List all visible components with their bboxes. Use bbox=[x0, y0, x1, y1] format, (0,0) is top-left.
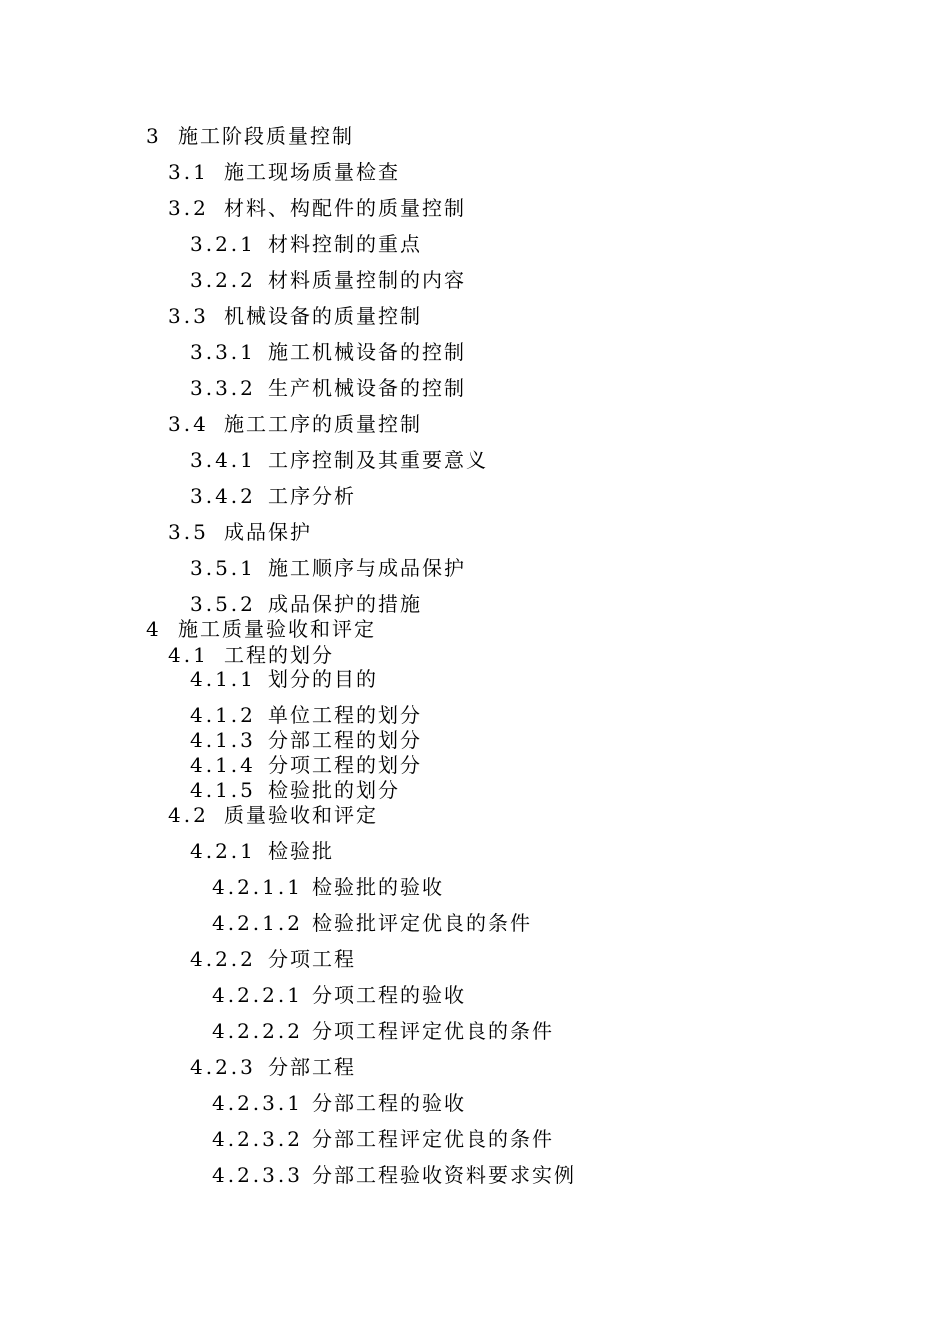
toc-title: 分部工程的验收 bbox=[312, 1091, 466, 1115]
toc-number: 3.3.2 bbox=[190, 376, 256, 400]
toc-entry-4-2-1 bbox=[190, 839, 334, 863]
toc-entry-3-5-1 bbox=[190, 556, 466, 580]
toc-entry-4-2-2-2 bbox=[212, 1019, 554, 1043]
toc-number: 4.2.2.1 bbox=[212, 983, 303, 1007]
toc-number: 3.4.1 bbox=[190, 448, 256, 472]
toc-title: 机械设备的质量控制 bbox=[224, 304, 422, 328]
toc-number: 4.2.2.2 bbox=[212, 1019, 303, 1043]
toc-entry-4-2-3 bbox=[190, 1055, 356, 1079]
toc-number: 3.5.1 bbox=[190, 556, 256, 580]
toc-number: 4 bbox=[146, 617, 162, 641]
toc-title: 材料、构配件的质量控制 bbox=[224, 196, 466, 220]
toc-number: 4.1.1 bbox=[190, 667, 256, 691]
toc-title: 检验批评定优良的条件 bbox=[312, 911, 532, 935]
toc-entry-4-1 bbox=[168, 643, 334, 667]
toc-title: 材料质量控制的内容 bbox=[268, 268, 466, 292]
toc-number: 4.1.3 bbox=[190, 728, 256, 752]
toc-title: 分部工程的划分 bbox=[268, 728, 422, 752]
toc-title: 施工工序的质量控制 bbox=[224, 412, 422, 436]
toc-number: 4.1.5 bbox=[190, 778, 256, 802]
toc-number: 3.5.2 bbox=[190, 592, 256, 616]
toc-number: 4.2.1.2 bbox=[212, 911, 303, 935]
toc-number: 4.2.3.2 bbox=[212, 1127, 303, 1151]
toc-number: 3.5 bbox=[168, 520, 209, 544]
toc-number: 3.3.1 bbox=[190, 340, 256, 364]
toc-number: 4.2.3.3 bbox=[212, 1163, 303, 1187]
toc-entry-3-3-1 bbox=[190, 340, 466, 364]
toc-title: 划分的目的 bbox=[268, 667, 378, 691]
toc-entry-4-2-2 bbox=[190, 947, 356, 971]
toc-title: 工序分析 bbox=[268, 484, 356, 508]
toc-number: 4.2.3.1 bbox=[212, 1091, 303, 1115]
toc-entry-3-2-2 bbox=[190, 268, 466, 292]
toc-entry-3-3 bbox=[168, 304, 422, 328]
toc-title: 分部工程验收资料要求实例 bbox=[312, 1163, 576, 1187]
toc-entry-4-2-3-1 bbox=[212, 1091, 466, 1115]
toc-entry-4-2-1-1 bbox=[212, 875, 444, 899]
toc-title: 质量验收和评定 bbox=[224, 803, 378, 827]
toc-entry-4-2-2-1 bbox=[212, 983, 466, 1007]
toc-number: 3.1 bbox=[168, 160, 209, 184]
toc-title: 检验批的划分 bbox=[268, 778, 400, 802]
toc-entry-4-1-5 bbox=[190, 778, 400, 802]
toc-entry-4-1-4 bbox=[190, 753, 422, 777]
toc-number: 3.2 bbox=[168, 196, 209, 220]
toc-number: 4.1.2 bbox=[190, 703, 256, 727]
toc-entry-4-1-3 bbox=[190, 728, 422, 752]
toc-title: 施工阶段质量控制 bbox=[178, 124, 354, 148]
toc-title: 分部工程评定优良的条件 bbox=[312, 1127, 554, 1151]
toc-title: 分项工程 bbox=[268, 947, 356, 971]
toc-entry-3-2 bbox=[168, 196, 466, 220]
toc-title: 工程的划分 bbox=[224, 643, 334, 667]
toc-entry-4-2-1-2 bbox=[212, 911, 532, 935]
toc-entry-4-1-2 bbox=[190, 703, 422, 727]
toc-entry-3-2-1 bbox=[190, 232, 422, 256]
toc-title: 施工质量验收和评定 bbox=[178, 617, 376, 641]
toc-number: 3.2.1 bbox=[190, 232, 256, 256]
toc-title: 分部工程 bbox=[268, 1055, 356, 1079]
toc-title: 施工机械设备的控制 bbox=[268, 340, 466, 364]
toc-entry-4-2 bbox=[168, 803, 378, 827]
toc-title: 分项工程的验收 bbox=[312, 983, 466, 1007]
toc-title: 施工顺序与成品保护 bbox=[268, 556, 466, 580]
toc-title: 检验批的验收 bbox=[312, 875, 444, 899]
toc-entry-4-1-1 bbox=[190, 667, 378, 691]
toc-entry-3 bbox=[146, 124, 354, 148]
toc-title: 分项工程的划分 bbox=[268, 753, 422, 777]
toc-number: 4.1.4 bbox=[190, 753, 256, 777]
toc-number: 3.4.2 bbox=[190, 484, 256, 508]
toc-entry-3-1 bbox=[168, 160, 400, 184]
toc-number: 4.1 bbox=[168, 643, 209, 667]
toc-title: 单位工程的划分 bbox=[268, 703, 422, 727]
toc-number: 4.2.1 bbox=[190, 839, 256, 863]
toc-entry-3-5-2 bbox=[190, 592, 422, 616]
toc-title: 成品保护的措施 bbox=[268, 592, 422, 616]
toc-number: 3.2.2 bbox=[190, 268, 256, 292]
toc-entry-3-4 bbox=[168, 412, 422, 436]
toc-number: 4.2.3 bbox=[190, 1055, 256, 1079]
toc-title: 成品保护 bbox=[224, 520, 312, 544]
toc-entry-4-2-3-2 bbox=[212, 1127, 554, 1151]
toc-number: 3.3 bbox=[168, 304, 209, 328]
toc-number: 3 bbox=[146, 124, 162, 148]
toc-number: 4.2.2 bbox=[190, 947, 256, 971]
toc-entry-3-4-1 bbox=[190, 448, 488, 472]
toc-title: 分项工程评定优良的条件 bbox=[312, 1019, 554, 1043]
toc-title: 材料控制的重点 bbox=[268, 232, 422, 256]
toc-entry-4 bbox=[146, 617, 376, 641]
toc-entry-4-2-3-3 bbox=[212, 1163, 576, 1187]
toc-title: 检验批 bbox=[268, 839, 334, 863]
toc-title: 施工现场质量检查 bbox=[224, 160, 400, 184]
toc-title: 工序控制及其重要意义 bbox=[268, 448, 488, 472]
toc-title: 生产机械设备的控制 bbox=[268, 376, 466, 400]
toc-number: 3.4 bbox=[168, 412, 209, 436]
toc-entry-3-3-2 bbox=[190, 376, 466, 400]
toc-entry-3-4-2 bbox=[190, 484, 356, 508]
toc-entry-3-5 bbox=[168, 520, 312, 544]
toc-number: 4.2 bbox=[168, 803, 209, 827]
toc-number: 4.2.1.1 bbox=[212, 875, 303, 899]
